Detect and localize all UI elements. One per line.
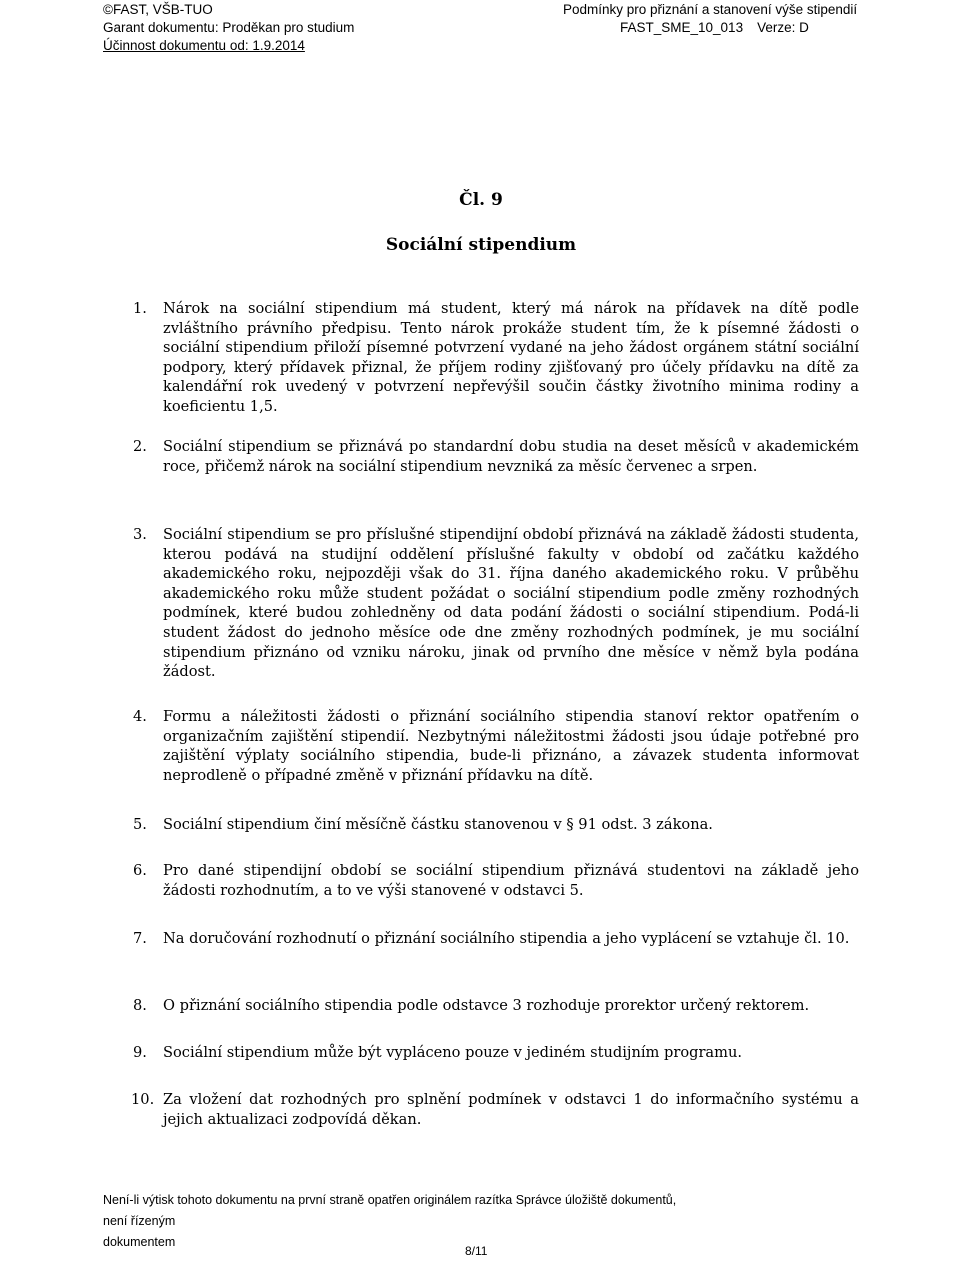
paragraph-number: 1. bbox=[133, 300, 147, 317]
paragraph-number: 8. bbox=[133, 997, 147, 1014]
header-doc-code-line bbox=[563, 19, 859, 37]
paragraph-9 bbox=[103, 1043, 859, 1063]
paragraph-text: Na doručování rozhodnutí o přiznání sociálního stipendia a jeho vyplácení se vztahuje čl. 10. bbox=[163, 930, 850, 947]
paragraph-number: 7. bbox=[133, 930, 147, 947]
paragraph-text: Nárok na sociální stipendium má student, který má nárok na přídavek na dítě podle zvláštního právního předpisu. Tento nárok prokáže student tím, že k písemné žádosti o sociální stipendium přiloží písemné potvrzení vydané na jeho žádost orgánem státní sociální podpory, který přídavek přiznal, že příjem rodiny zjišťovaný pro účely přídavku na dítě za kalendářní rok uvedený v potvrzení nepřevýšil součin částky životního minima rodiny a koeficientu 1,5. bbox=[163, 300, 859, 415]
footer-note-line-2: není řízeným bbox=[103, 1214, 176, 1228]
paragraph-number: 5. bbox=[133, 816, 147, 833]
paragraph-text: Formu a náležitosti žádosti o přiznání sociálního stipendia stanoví rektor opatřením o organizačním zajištění stipendií. Nezbytnými náležitostmi žádosti jsou údaje potřebné pro zajištění výplaty sociálního stipendia, bude-li přiznáno, a závazek studenta informovat neprodleně o případné změně v přiznání přídavku na dítě. bbox=[163, 708, 859, 784]
header-right bbox=[563, 1, 859, 37]
header-doc-title: Podmínky pro přiznání a stanovení výše stipendií bbox=[563, 2, 858, 17]
header-version: Verze: D bbox=[757, 20, 809, 35]
header-effective-date: Účinnost dokumentu od: 1.9.2014 bbox=[103, 38, 305, 53]
paragraph-text: O přiznání sociálního stipendia podle odstavce 3 rozhoduje prorektor určený rektorem. bbox=[163, 997, 810, 1014]
paragraph-6 bbox=[103, 861, 859, 900]
paragraph-number: 2. bbox=[133, 438, 147, 455]
paragraph-number: 10. bbox=[131, 1091, 155, 1108]
paragraph-2 bbox=[103, 437, 859, 476]
footer-note-line-3: dokumentem bbox=[103, 1235, 176, 1249]
paragraph-text: Za vložení dat rozhodných pro splnění podmínek v odstavci 1 do informačního systému a jejich aktualizaci zodpovídá děkan. bbox=[163, 1091, 859, 1128]
paragraph-4 bbox=[103, 707, 859, 785]
paragraph-8 bbox=[103, 996, 859, 1016]
header-guarantor: Garant dokumentu: Proděkan pro studium bbox=[103, 20, 355, 35]
article-title: Sociální stipendium bbox=[385, 235, 577, 255]
header-org: ©FAST, VŠB-TUO bbox=[103, 2, 213, 17]
page-header bbox=[0, 0, 960, 56]
paragraph-text: Pro dané stipendijní období se sociální stipendium přiznává studentovi na základě jeho žádosti rozhodnutím, a to ve výši stanovené v odstavci 5. bbox=[163, 862, 859, 899]
article-number: Čl. 9 bbox=[459, 190, 503, 210]
paragraph-5 bbox=[103, 815, 859, 835]
paragraph-number: 9. bbox=[133, 1044, 147, 1061]
paragraph-3 bbox=[103, 525, 859, 682]
paragraph-7 bbox=[103, 929, 859, 949]
paragraph-10 bbox=[103, 1090, 859, 1129]
paragraph-text: Sociální stipendium může být vypláceno pouze v jediném studijním programu. bbox=[163, 1044, 742, 1061]
paragraph-number: 3. bbox=[133, 526, 147, 543]
paragraph-number: 4. bbox=[133, 708, 147, 725]
paragraph-text: Sociální stipendium činí měsíčně částku stanovenou v § 91 odst. 3 zákona. bbox=[163, 816, 713, 833]
paragraph-text: Sociální stipendium se pro příslušné stipendijní období přiznává na základě žádosti studenta, kterou podává na studijní oddělení příslušné fakulty v období od začátku každého akademického roku, nejpozději však do 31. října daného akademického roku. V průběhu akademického roku může student požádat o sociální stipendium podle změny rozhodných podmínek, které budou zohledněny od data podání žádosti o sociální stipendium. Podá-li student žádost do jednoho měsíce ode dne změny rozhodných podmínek, je mu sociální stipendium přiznáno od vzniku nároku, jinak od prvního dne měsíce v němž byla podána žádost. bbox=[163, 526, 859, 681]
paragraph-number: 6. bbox=[133, 862, 147, 879]
footer-note-line-1: Není-li výtisk tohoto dokumentu na první straně opatřen originálem razítka Správce úložiště dokumentů, bbox=[103, 1193, 677, 1207]
paragraph-1 bbox=[103, 299, 859, 417]
header-left bbox=[103, 1, 354, 55]
header-doc-code: FAST_SME_10_013 bbox=[620, 20, 744, 35]
page-number: 8/11 bbox=[465, 1244, 488, 1258]
paragraph-text: Sociální stipendium se přiznává po standardní dobu studia na deset měsíců v akademickém roce, přičemž nárok na sociální stipendium nevzniká za měsíc červenec a srpen. bbox=[163, 438, 859, 475]
